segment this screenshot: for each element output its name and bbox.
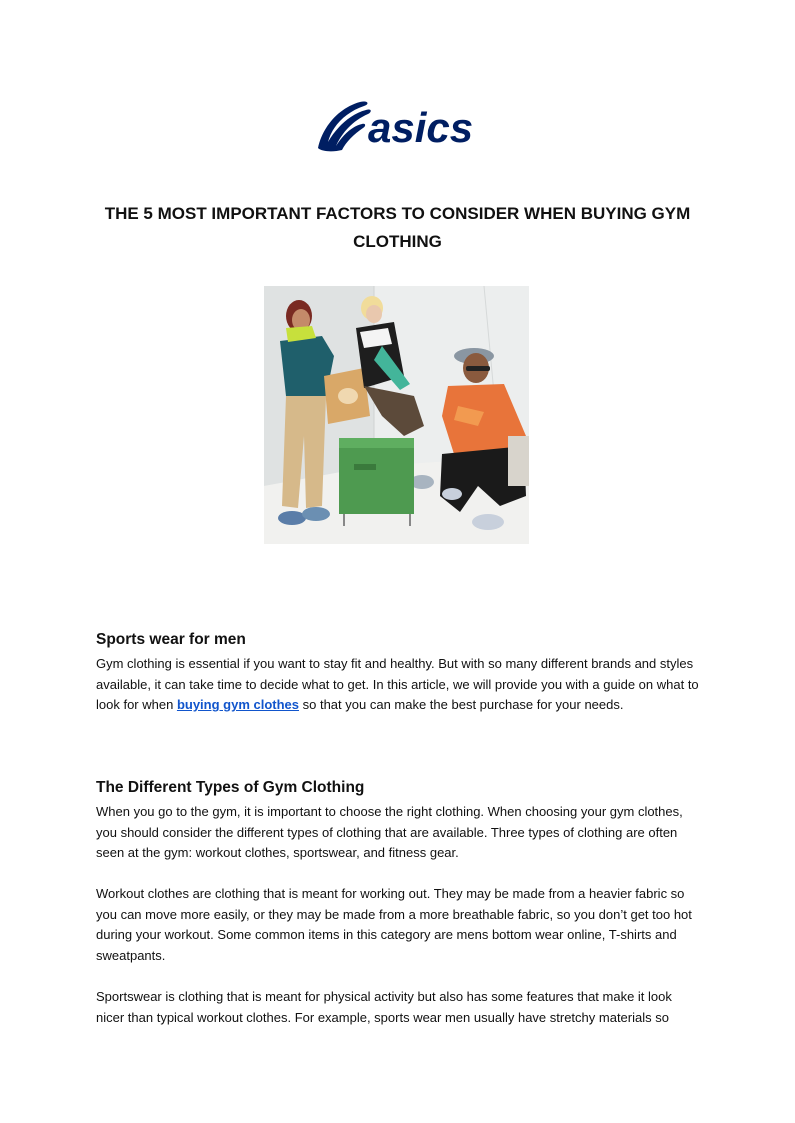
intro-text-after-link: so that you can make the best purchase for your needs. bbox=[299, 697, 624, 713]
asics-logo bbox=[316, 98, 476, 154]
asics-logo-mark bbox=[316, 98, 476, 154]
section-heading-types: The Different Types of Gym Clothing bbox=[96, 779, 365, 796]
page-title: THE 5 MOST IMPORTANT FACTORS TO CONSIDER WHEN BUYING GYM CLOTHING bbox=[104, 204, 691, 251]
logo-wordmark: asics bbox=[368, 104, 474, 151]
intro-text-before-link: Gym clothing is essential if you want to stay fit and healthy. But with so many different brands and styles available, it can take time to decide what to get. In this article, we will provide you with a guide on what to look for when bbox=[96, 656, 699, 713]
hero-image bbox=[264, 286, 529, 544]
types-paragraph-2: Workout clothes are clothing that is meant for working out. They may be made from a heavier fabric so you can move more easily, or they may be made from a more breathable fabric, so you don’t get too hot during your workout. Some common items in this category are mens bottom wear online, T-shirts and sweatpants. bbox=[96, 886, 692, 963]
types-paragraph-1: When you go to the gym, it is important to choose the right clothing. When choosing your gym clothes, you should consider the different types of clothing that are available. Three types of clothing are often seen at the gym: workout clothes, sportswear, and fitness gear. bbox=[96, 804, 683, 861]
photo-icon bbox=[264, 286, 529, 544]
section-heading-sports-wear: Sports wear for men bbox=[96, 631, 246, 648]
buying-gym-clothes-link[interactable]: buying gym clothes bbox=[176, 697, 300, 713]
intro-paragraph bbox=[96, 654, 701, 716]
types-paragraph-3: Sportswear is clothing that is meant for physical activity but also has some features that make it look nicer than typical workout clothes. For example, sports wear men usually have stretchy materials so bbox=[96, 989, 672, 1025]
